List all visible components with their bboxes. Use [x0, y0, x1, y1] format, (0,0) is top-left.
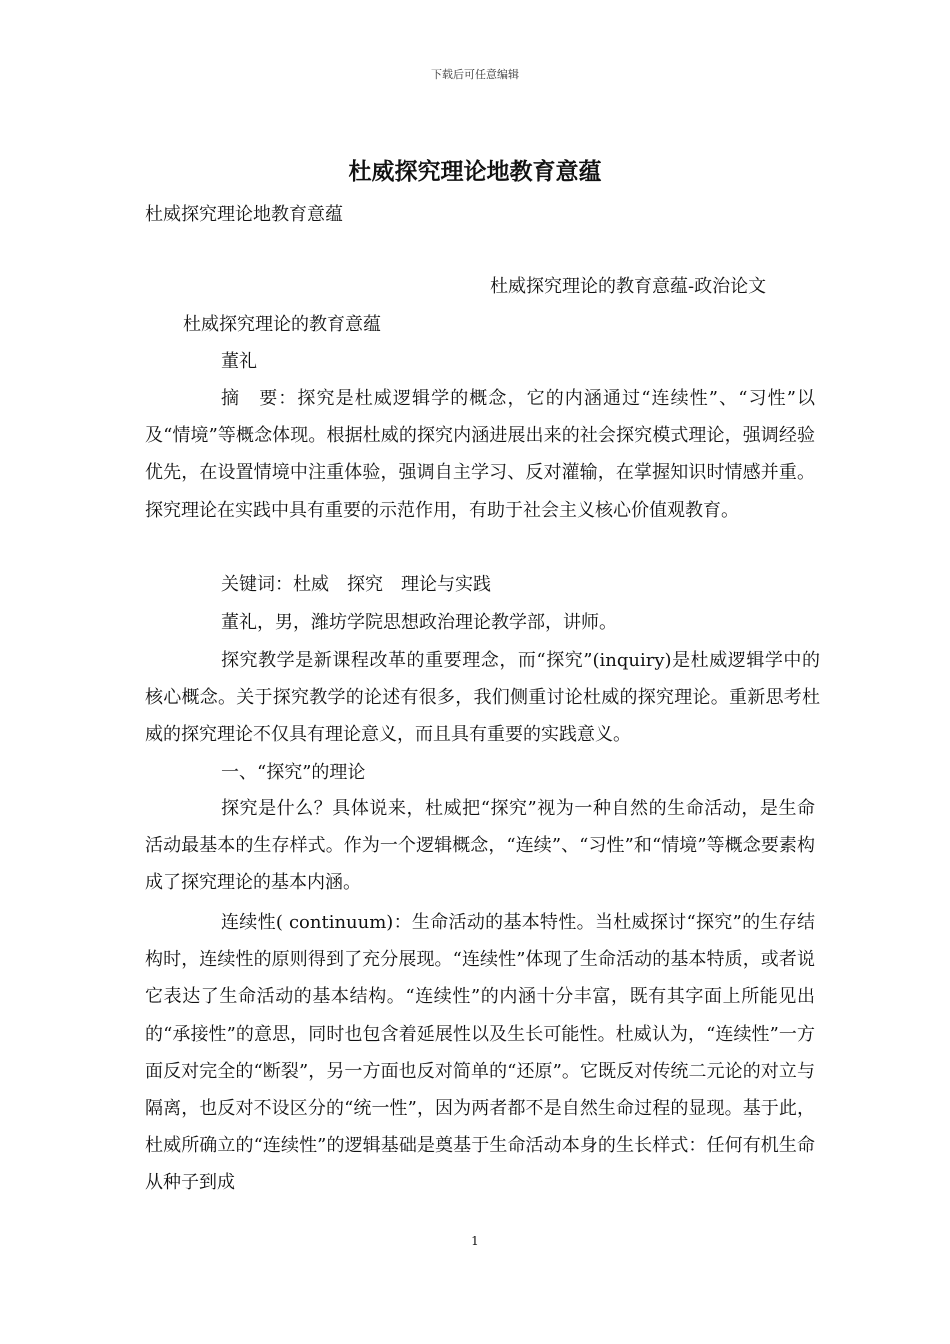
document-title: 杜威探究理论地教育意蕴: [348, 158, 602, 185]
category-line: 杜威探究理论的教育意蕴-政治论文: [490, 276, 767, 297]
section-heading: 一、“探究”的理论: [221, 762, 366, 783]
author-info-line: 董礼，男，潍坊学院思想政治理论教学部，讲师。: [221, 612, 617, 633]
abstract-paragraph: 摘 要：探究是杜威逻辑学的概念，它的内涵通过“连续性”、“习性”以及“情境”等概念体现。根据杜威的探究内涵进展出来的社会探究模式理论，强调经验优先，在设置情境中注重体验，强调自主学习、反对灌输，在掌握知识时情感并重。探究理论在实践中具有重要的示范作用，有助于社会主义核心价值观教育。: [145, 388, 815, 521]
author-name: 董礼: [221, 351, 257, 372]
body-paragraph-2: 连续性( continuum)：生命活动的基本特性。当杜威探讨“探究”的生存结构时，连续性的原则得到了充分展现。“连续性”体现了生命活动的基本特质，或者说它表达了生命活动的基本结构。“连续性”的内涵十分丰富，既有其字面上所能见出的“承接性”的意思，同时也包含着延展性以及生长可能性。杜威认为，“连续性”一方面反对完全的“断裂”，另一方面也反对简单的“还原”。它既反对传统二元论的对立与隔离，也反对不设区分的“统一性”，因为两者都不是自然生命过程的显现。基于此，杜威所确立的“连续性”的逻辑基础是奠基于生命活动本身的生长样式：任何有机生命从种子到成: [145, 912, 815, 1194]
document-subtitle: 杜威探究理论地教育意蕴: [145, 204, 343, 225]
page-header-note: 下载后可任意编辑: [431, 68, 519, 81]
article-title: 杜威探究理论的教育意蕴: [183, 314, 381, 335]
page-number: 1: [471, 1234, 479, 1248]
keywords-line: 关键词：杜威 探究 理论与实践: [221, 574, 491, 595]
body-paragraph-1: 探究是什么？具体说来，杜威把“探究”视为一种自然的生命活动，是生命活动最基本的生存样式。作为一个逻辑概念，“连续”、“习性”和“情境”等概念要素构成了探究理论的基本内涵。: [145, 798, 815, 894]
intro-paragraph: 探究教学是新课程改革的重要理念，而“探究”(inquiry)是杜威逻辑学中的核心概念。关于探究教学的论述有很多，我们侧重讨论杜威的探究理论。重新思考杜威的探究理论不仅具有理论意义，而且具有重要的实践意义。: [145, 650, 820, 746]
